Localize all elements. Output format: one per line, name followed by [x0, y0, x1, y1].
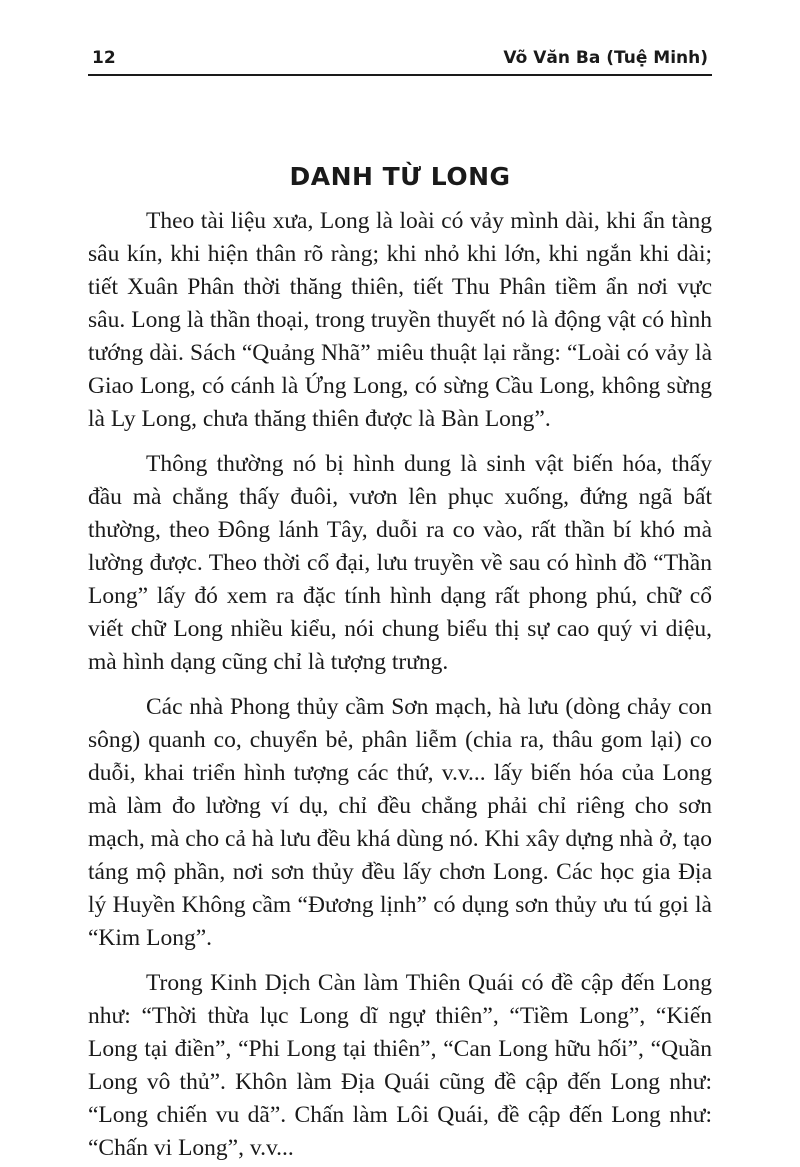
paragraph-2: Thông thường nó bị hình dung là sinh vật biến hóa, thấy đầu mà chẳng thấy đuôi, vươn lên phục xuống, đứng ngã bất thường, theo Đông lánh Tây, duỗi ra co vào, rất thần bí khó mà lường được. Theo thời cổ đại, lưu truyền về sau có hình đồ “Thần Long” lấy đó xem ra đặc tính hình dạng rất phong phú, chữ cổ viết chữ Long nhiều kiểu, nói chung biểu thị sự cao quý vi diệu, mà hình dạng cũng chỉ là tượng trưng.	[88, 451, 712, 675]
paragraph-4: Trong Kinh Dịch Càn làm Thiên Quái có đề cập đến Long như: “Thời thừa lục Long dĩ ngự thiên”, “Tiềm Long”, “Kiến Long tại điền”, “Phi Long tại thiên”, “Can Long hữu hối”, “Quần Long vô thủ”. Khôn làm Địa Quái cũng đề cập đến Long như: “Long chiến vu dã”. Chấn làm Lôi Quái, đề cập đến Long như: “Chấn vi Long”, v.v...	[88, 970, 712, 1161]
running-header	[88, 44, 712, 76]
page-number: 12	[92, 48, 116, 68]
author-name: Võ Văn Ba (Tuệ Minh)	[503, 48, 708, 68]
paragraph-1: Theo tài liệu xưa, Long là loài có vảy mình dài, khi ẩn tàng sâu kín, khi hiện thân rõ ràng; khi nhỏ khi lớn, khi ngắn khi dài; tiết Xuân Phân thời thăng thiên, tiết Thu Phân tiềm ẩn nơi vực sâu. Long là thần thoại, trong truyền thuyết nó là động vật có hình tướng dài. Sách “Quảng Nhã” miêu thuật lại rằng: “Loài có vảy là Giao Long, có cánh là Ứng Long, có sừng Cầu Long, không sừng là Ly Long, chưa thăng thiên được là Bàn Long”.	[88, 208, 712, 432]
paragraph-3: Các nhà Phong thủy cầm Sơn mạch, hà lưu (dòng chảy con sông) quanh co, chuyển bẻ, phân liễm (chia ra, thâu gom lại) co duỗi, khai triển hình tượng các thứ, v.v... lấy biến hóa của Long mà làm đo lường ví dụ, chỉ đều chẳng phải chỉ riêng cho sơn mạch, mà cho cả hà lưu đều khá dùng nó. Khi xây dựng nhà ở, tạo táng mộ phần, nơi sơn thủy đều lấy chơn Long. Các học gia Địa lý Huyền Không cầm “Đương lịnh” có dụng sơn thủy ưu tú gọi là “Kim Long”.	[88, 694, 712, 951]
body-text	[88, 205, 712, 1165]
chapter-title: DANH TỪ LONG	[289, 162, 511, 191]
